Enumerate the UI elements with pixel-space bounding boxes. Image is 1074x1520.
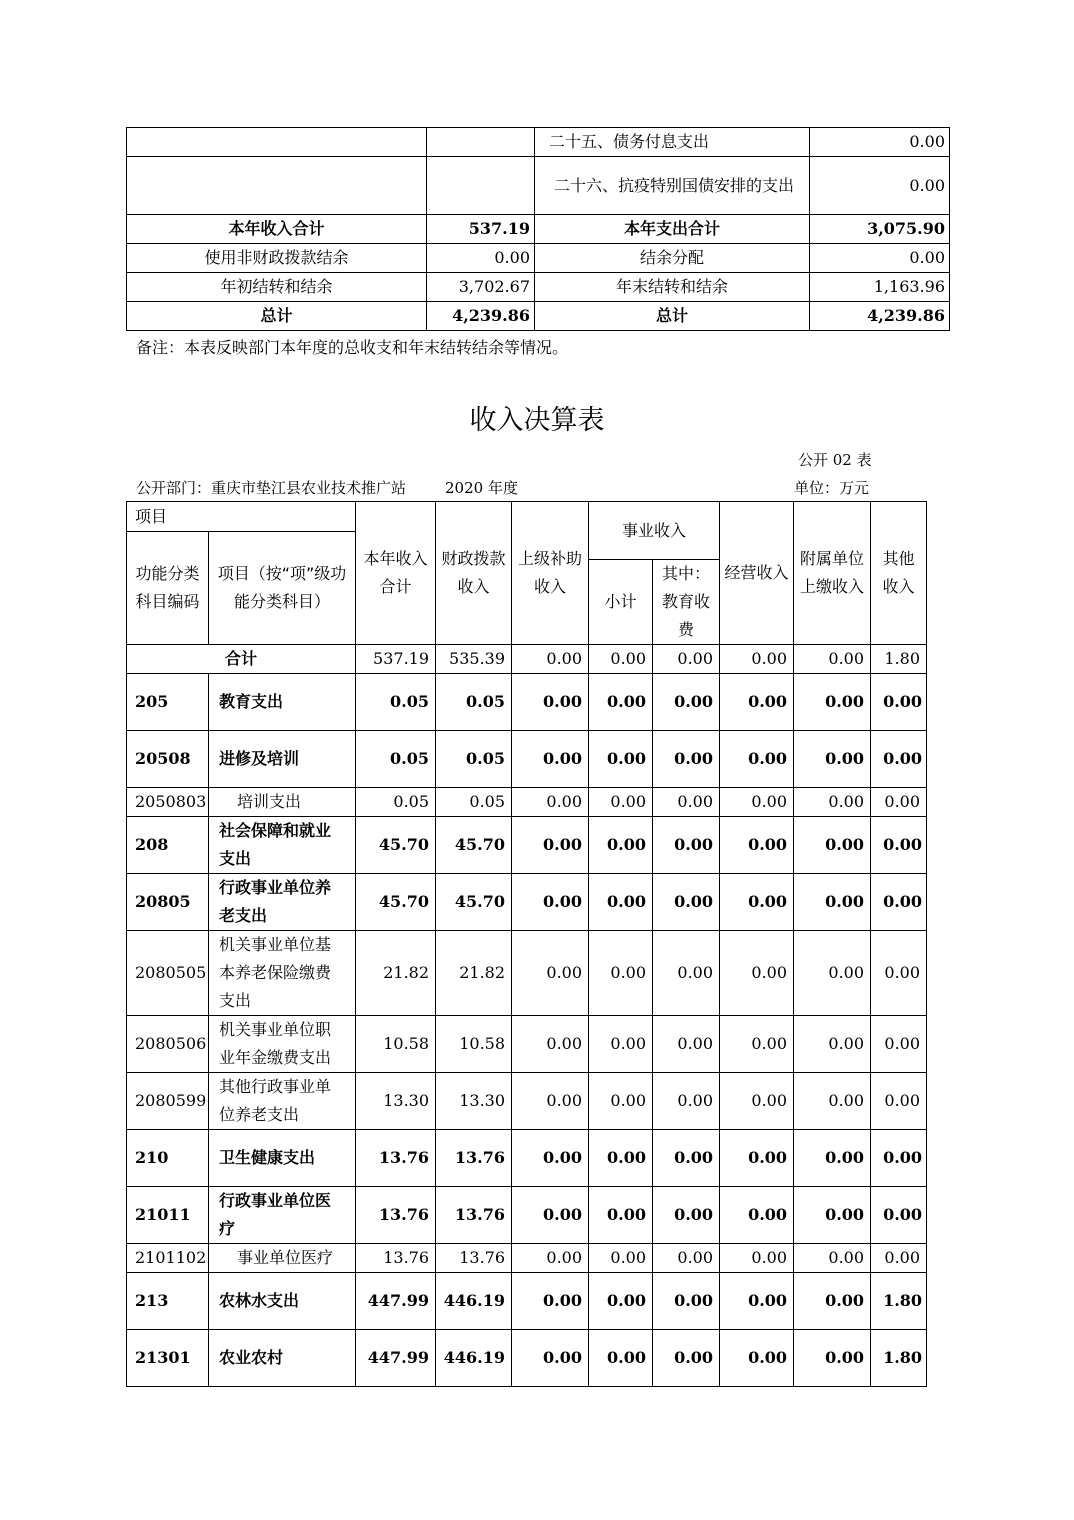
row-value: 0.00 bbox=[589, 1244, 653, 1273]
row-value: 0.00 bbox=[512, 788, 589, 817]
summary-right-value: 4,239.86 bbox=[810, 302, 950, 331]
row-value: 0.00 bbox=[871, 1016, 927, 1073]
total-value: 535.39 bbox=[436, 645, 512, 674]
row-value: 0.00 bbox=[871, 931, 927, 1016]
row-name: 农业农村 bbox=[209, 1330, 356, 1387]
row-value: 0.00 bbox=[512, 1130, 589, 1187]
total-value: 0.00 bbox=[512, 645, 589, 674]
row-name: 机关事业单位基本养老保险缴费支出 bbox=[209, 931, 356, 1016]
row-value: 0.00 bbox=[589, 1073, 653, 1130]
row-value: 0.00 bbox=[653, 1330, 720, 1387]
row-value: 0.05 bbox=[356, 788, 436, 817]
row-value: 0.00 bbox=[720, 788, 794, 817]
row-value: 0.00 bbox=[794, 931, 871, 1016]
header-superior: 上级补助收入 bbox=[512, 502, 589, 645]
row-value: 45.70 bbox=[356, 817, 436, 874]
row-name: 农林水支出 bbox=[209, 1273, 356, 1330]
row-value: 0.00 bbox=[653, 788, 720, 817]
header-affiliated: 附属单位上缴收入 bbox=[794, 502, 871, 645]
row-name: 培训支出 bbox=[209, 788, 356, 817]
summary-row bbox=[127, 302, 950, 331]
row-value: 0.00 bbox=[720, 874, 794, 931]
row-value: 0.00 bbox=[871, 1244, 927, 1273]
summary-left-label: 使用非财政拨款结余 bbox=[127, 244, 427, 273]
unit-label: 单位：万元 bbox=[794, 479, 870, 497]
row-code: 210 bbox=[127, 1130, 209, 1187]
summary-right-label: 年末结转和结余 bbox=[535, 273, 810, 302]
row-value: 0.00 bbox=[653, 1073, 720, 1130]
row-value: 0.00 bbox=[653, 931, 720, 1016]
row-value: 0.00 bbox=[589, 1330, 653, 1387]
row-name: 教育支出 bbox=[209, 674, 356, 731]
fiscal-year: 2020 年度 bbox=[445, 479, 518, 497]
summary-left-value: 4,239.86 bbox=[427, 302, 535, 331]
table-row bbox=[127, 1016, 927, 1073]
table-row bbox=[127, 788, 927, 817]
row-value: 0.00 bbox=[512, 1187, 589, 1244]
row-value: 0.00 bbox=[871, 731, 927, 788]
table-row bbox=[127, 731, 927, 788]
row-code: 2080506 bbox=[127, 1016, 209, 1073]
row-value: 0.00 bbox=[589, 788, 653, 817]
row-value: 0.05 bbox=[356, 674, 436, 731]
row-value: 0.00 bbox=[794, 1187, 871, 1244]
row-value: 0.00 bbox=[589, 674, 653, 731]
row-name: 事业单位医疗 bbox=[209, 1244, 356, 1273]
total-value: 0.00 bbox=[589, 645, 653, 674]
table-row bbox=[127, 1187, 927, 1244]
row-value: 0.00 bbox=[512, 731, 589, 788]
row-value: 21.82 bbox=[356, 931, 436, 1016]
row-value: 0.00 bbox=[794, 1016, 871, 1073]
row-code: 213 bbox=[127, 1273, 209, 1330]
row-value: 0.00 bbox=[720, 1130, 794, 1187]
summary-row bbox=[127, 244, 950, 273]
summary-right-value: 0.00 bbox=[810, 244, 950, 273]
row-value: 0.00 bbox=[871, 874, 927, 931]
row-code: 2080599 bbox=[127, 1073, 209, 1130]
row-value: 0.00 bbox=[794, 1273, 871, 1330]
row-name: 其他行政事业单位养老支出 bbox=[209, 1073, 356, 1130]
row-value: 0.00 bbox=[871, 1130, 927, 1187]
row-value: 446.19 bbox=[436, 1330, 512, 1387]
row-value: 0.00 bbox=[512, 874, 589, 931]
row-value: 0.00 bbox=[653, 817, 720, 874]
row-value: 13.76 bbox=[436, 1187, 512, 1244]
total-value: 0.00 bbox=[653, 645, 720, 674]
balance-summary-table bbox=[126, 127, 950, 331]
row-value: 0.00 bbox=[653, 674, 720, 731]
row-value: 10.58 bbox=[436, 1016, 512, 1073]
row-value: 0.00 bbox=[871, 817, 927, 874]
row-value: 447.99 bbox=[356, 1273, 436, 1330]
row-value: 0.00 bbox=[871, 674, 927, 731]
row-value: 0.05 bbox=[356, 731, 436, 788]
table-row bbox=[127, 1073, 927, 1130]
summary-right-label: 二十五、债务付息支出 bbox=[535, 128, 810, 157]
row-value: 0.00 bbox=[720, 674, 794, 731]
row-value: 0.00 bbox=[589, 1187, 653, 1244]
row-value: 0.00 bbox=[720, 1273, 794, 1330]
table-row bbox=[127, 931, 927, 1016]
row-value: 0.00 bbox=[720, 731, 794, 788]
row-value: 1.80 bbox=[871, 1273, 927, 1330]
row-value: 0.00 bbox=[512, 931, 589, 1016]
summary-left-value bbox=[427, 157, 535, 215]
row-value: 0.00 bbox=[589, 874, 653, 931]
summary-row bbox=[127, 273, 950, 302]
row-name: 卫生健康支出 bbox=[209, 1130, 356, 1187]
income-statement-table bbox=[126, 501, 927, 1387]
summary-right-label: 本年支出合计 bbox=[535, 215, 810, 244]
row-name: 进修及培训 bbox=[209, 731, 356, 788]
header-func-name: 项目（按“项”级功能分类科目） bbox=[209, 532, 356, 645]
row-name: 行政事业单位养老支出 bbox=[209, 874, 356, 931]
row-value: 0.00 bbox=[653, 874, 720, 931]
summary-row bbox=[127, 128, 950, 157]
total-value: 537.19 bbox=[356, 645, 436, 674]
row-value: 0.00 bbox=[720, 1016, 794, 1073]
header-func-code: 功能分类科目编码 bbox=[127, 532, 209, 645]
summary-right-label: 二十六、抗疫特别国债安排的支出 bbox=[535, 157, 810, 215]
summary-right-label: 结余分配 bbox=[535, 244, 810, 273]
summary-left-label bbox=[127, 157, 427, 215]
table-row bbox=[127, 674, 927, 731]
row-value: 13.76 bbox=[356, 1244, 436, 1273]
table-row bbox=[127, 874, 927, 931]
row-value: 0.00 bbox=[720, 817, 794, 874]
row-value: 446.19 bbox=[436, 1273, 512, 1330]
row-value: 0.05 bbox=[436, 731, 512, 788]
summary-row bbox=[127, 215, 950, 244]
header-subtotal: 小计 bbox=[589, 560, 653, 645]
department-label: 公开部门：重庆市垫江县农业技术推广站 bbox=[136, 479, 407, 497]
row-code: 21011 bbox=[127, 1187, 209, 1244]
table-row bbox=[127, 817, 927, 874]
row-value: 0.05 bbox=[436, 674, 512, 731]
summary-right-value: 0.00 bbox=[810, 128, 950, 157]
summary-left-label: 本年收入合计 bbox=[127, 215, 427, 244]
row-value: 0.00 bbox=[512, 817, 589, 874]
row-value: 0.00 bbox=[794, 817, 871, 874]
row-value: 0.00 bbox=[720, 1187, 794, 1244]
row-value: 0.00 bbox=[720, 1244, 794, 1273]
table-note: 备注：本表反映部门本年度的总收支和年末结转结余等情况。 bbox=[136, 338, 569, 357]
total-label: 合计 bbox=[127, 645, 356, 674]
summary-left-value: 0.00 bbox=[427, 244, 535, 273]
header-total: 本年收入合计 bbox=[356, 502, 436, 645]
row-value: 13.76 bbox=[356, 1130, 436, 1187]
row-value: 13.76 bbox=[436, 1130, 512, 1187]
row-value: 0.00 bbox=[794, 1130, 871, 1187]
table-row bbox=[127, 1244, 927, 1273]
row-value: 0.00 bbox=[589, 1273, 653, 1330]
row-value: 0.00 bbox=[871, 788, 927, 817]
row-value: 45.70 bbox=[436, 874, 512, 931]
row-value: 0.00 bbox=[794, 874, 871, 931]
form-number: 公开 02 表 bbox=[798, 451, 872, 469]
row-value: 0.05 bbox=[436, 788, 512, 817]
summary-left-label: 年初结转和结余 bbox=[127, 273, 427, 302]
summary-right-value: 3,075.90 bbox=[810, 215, 950, 244]
row-value: 0.00 bbox=[589, 1016, 653, 1073]
row-value: 447.99 bbox=[356, 1330, 436, 1387]
row-value: 0.00 bbox=[794, 731, 871, 788]
table-row bbox=[127, 1273, 927, 1330]
summary-left-value: 3,702.67 bbox=[427, 273, 535, 302]
summary-left-value bbox=[427, 128, 535, 157]
row-value: 0.00 bbox=[794, 1330, 871, 1387]
row-name: 机关事业单位职业年金缴费支出 bbox=[209, 1016, 356, 1073]
row-value: 0.00 bbox=[794, 1073, 871, 1130]
row-code: 2101102 bbox=[127, 1244, 209, 1273]
summary-right-label: 总计 bbox=[535, 302, 810, 331]
page-title: 收入决算表 bbox=[469, 405, 605, 436]
row-value: 0.00 bbox=[512, 1244, 589, 1273]
row-value: 0.00 bbox=[653, 1187, 720, 1244]
row-value: 0.00 bbox=[512, 1016, 589, 1073]
row-value: 13.30 bbox=[356, 1073, 436, 1130]
summary-left-label bbox=[127, 128, 427, 157]
row-value: 0.00 bbox=[512, 1273, 589, 1330]
header-business: 经营收入 bbox=[720, 502, 794, 645]
row-value: 0.00 bbox=[720, 1330, 794, 1387]
row-value: 45.70 bbox=[436, 817, 512, 874]
row-value: 0.00 bbox=[512, 1330, 589, 1387]
table-row bbox=[127, 1130, 927, 1187]
row-value: 0.00 bbox=[589, 731, 653, 788]
row-value: 0.00 bbox=[794, 788, 871, 817]
header-fiscal: 财政拨款收入 bbox=[436, 502, 512, 645]
row-value: 0.00 bbox=[871, 1187, 927, 1244]
row-value: 21.82 bbox=[436, 931, 512, 1016]
row-value: 0.00 bbox=[720, 931, 794, 1016]
row-value: 0.00 bbox=[589, 817, 653, 874]
row-name: 行政事业单位医疗 bbox=[209, 1187, 356, 1244]
header-other: 其他收入 bbox=[871, 502, 927, 645]
row-value: 13.76 bbox=[356, 1187, 436, 1244]
table-row bbox=[127, 1330, 927, 1387]
row-value: 0.00 bbox=[653, 1016, 720, 1073]
row-value: 0.00 bbox=[794, 1244, 871, 1273]
summary-left-value: 537.19 bbox=[427, 215, 535, 244]
row-value: 0.00 bbox=[794, 674, 871, 731]
row-code: 20805 bbox=[127, 874, 209, 931]
row-value: 0.00 bbox=[589, 931, 653, 1016]
summary-right-value: 0.00 bbox=[810, 157, 950, 215]
summary-right-value: 1,163.96 bbox=[810, 273, 950, 302]
row-value: 0.00 bbox=[512, 1073, 589, 1130]
row-value: 0.00 bbox=[871, 1073, 927, 1130]
row-value: 0.00 bbox=[653, 1130, 720, 1187]
row-value: 13.30 bbox=[436, 1073, 512, 1130]
summary-left-label: 总计 bbox=[127, 302, 427, 331]
header-career: 事业收入 bbox=[589, 502, 720, 560]
row-value: 1.80 bbox=[871, 1330, 927, 1387]
header-project: 项目 bbox=[127, 502, 356, 532]
row-code: 21301 bbox=[127, 1330, 209, 1387]
row-code: 2080505 bbox=[127, 931, 209, 1016]
total-row bbox=[127, 645, 927, 674]
summary-row bbox=[127, 157, 950, 215]
total-value: 0.00 bbox=[720, 645, 794, 674]
row-value: 10.58 bbox=[356, 1016, 436, 1073]
total-value: 0.00 bbox=[794, 645, 871, 674]
row-value: 45.70 bbox=[356, 874, 436, 931]
row-value: 0.00 bbox=[512, 674, 589, 731]
row-value: 0.00 bbox=[653, 1273, 720, 1330]
row-code: 205 bbox=[127, 674, 209, 731]
total-value: 1.80 bbox=[871, 645, 927, 674]
row-value: 0.00 bbox=[653, 731, 720, 788]
row-value: 0.00 bbox=[589, 1130, 653, 1187]
row-value: 13.76 bbox=[436, 1244, 512, 1273]
row-code: 208 bbox=[127, 817, 209, 874]
row-value: 0.00 bbox=[720, 1073, 794, 1130]
row-code: 2050803 bbox=[127, 788, 209, 817]
row-code: 20508 bbox=[127, 731, 209, 788]
row-name: 社会保障和就业支出 bbox=[209, 817, 356, 874]
header-edu-fee: 其中：教育收费 bbox=[653, 560, 720, 645]
row-value: 0.00 bbox=[653, 1244, 720, 1273]
